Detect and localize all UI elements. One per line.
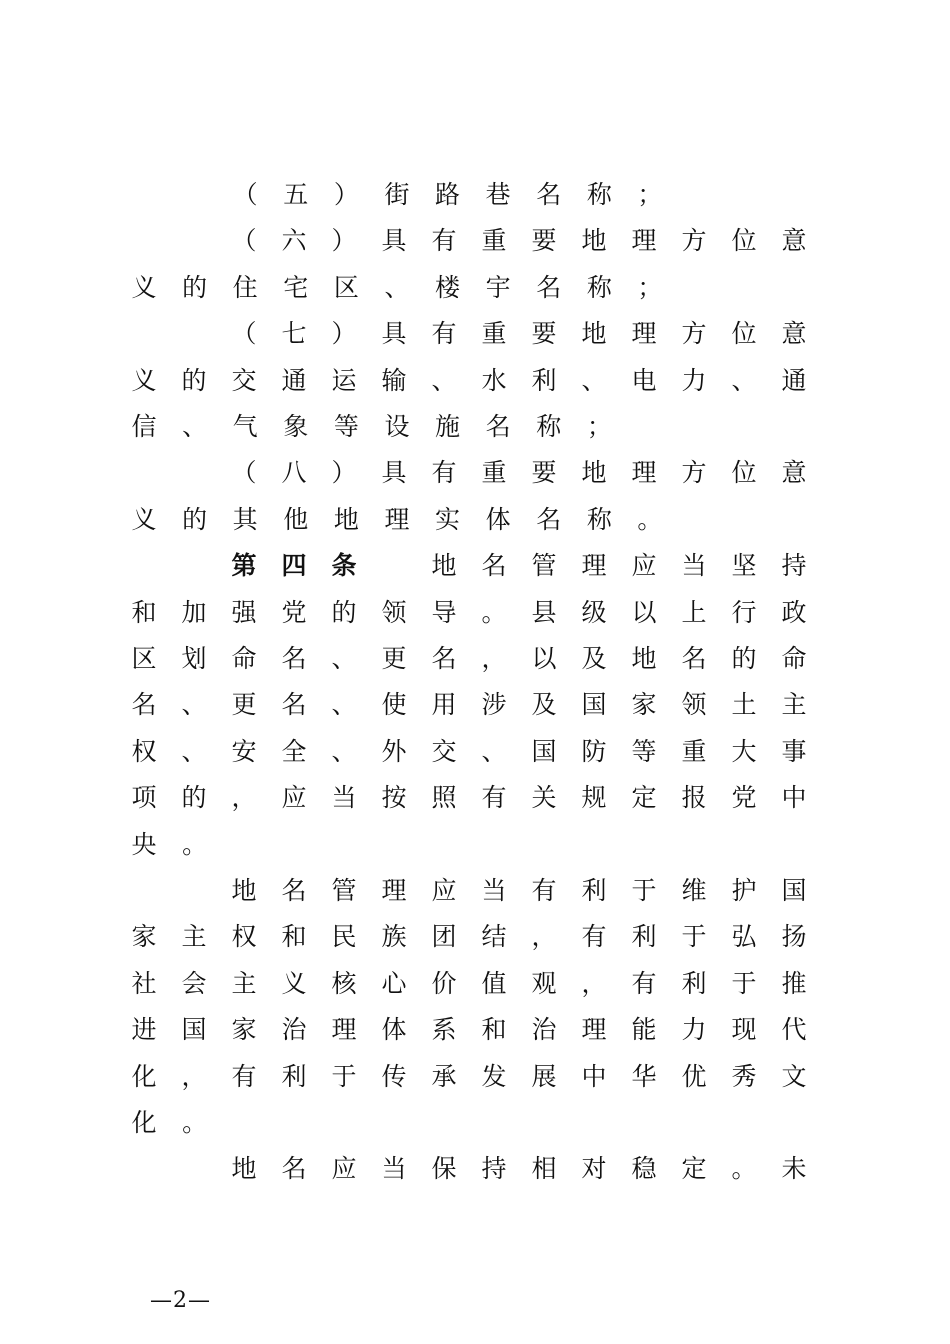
- page-number: —2—: [150, 1288, 211, 1313]
- text-line: 化 。: [131, 1108, 208, 1137]
- text-line: 社 会 主 义 核 心 价 值 观 ， 有 利 于 推: [131, 968, 807, 998]
- text-line: （ 八 ） 具 有 重 要 地 理 方 位 意: [231, 458, 807, 488]
- text-line: 第 四 条 地 名 管 理 应 当 坚 持: [231, 551, 807, 581]
- text-line: 名 、 更 名 、 使 用 涉 及 国 家 领 土 主: [131, 690, 807, 720]
- text-line: 央 。: [131, 829, 208, 859]
- text-line: 地 名 管 理 应 当 有 利 于 维 护 国: [231, 876, 807, 905]
- text-line: 化 ， 有 利 于 传 承 发 展 中 华 优 秀 文: [131, 1061, 807, 1091]
- text-line: 进 国 家 治 理 体 系 和 治 理 能 力 现 代: [131, 1015, 807, 1045]
- text-line: 项 的 ， 应 当 按 照 有 关 规 定 报 党 中: [131, 783, 807, 813]
- text-line: 义 的 住 宅 区 、 楼 宇 名 称 ；: [131, 272, 663, 302]
- text-line: 和 加 强 党 的 领 导 。 县 级 以 上 行 政: [131, 597, 807, 627]
- text-line: 家 主 权 和 民 族 团 结 ， 有 利 于 弘 扬: [131, 922, 807, 952]
- text-line: 权 、 安 全 、 外 交 、 国 防 等 重 大 事: [131, 736, 807, 766]
- text-line: （ 五 ） 街 路 巷 名 称 ；: [232, 180, 663, 209]
- text-line: 义 的 交 通 运 输 、 水 利 、 电 力 、 通: [131, 365, 807, 395]
- text-line: （ 七 ） 具 有 重 要 地 理 方 位 意: [231, 319, 807, 349]
- text-line: （ 六 ） 具 有 重 要 地 理 方 位 意: [231, 226, 807, 256]
- text-line: 义 的 其 他 地 理 实 体 名 称 。: [131, 504, 663, 534]
- text-line: 信 、 气 象 等 设 施 名 称 ；: [131, 412, 612, 441]
- text-line: 区 划 命 名 、 更 名 ， 以 及 地 名 的 命: [131, 644, 807, 673]
- text-line: 地 名 应 当 保 持 相 对 稳 定 。 未: [231, 1154, 807, 1184]
